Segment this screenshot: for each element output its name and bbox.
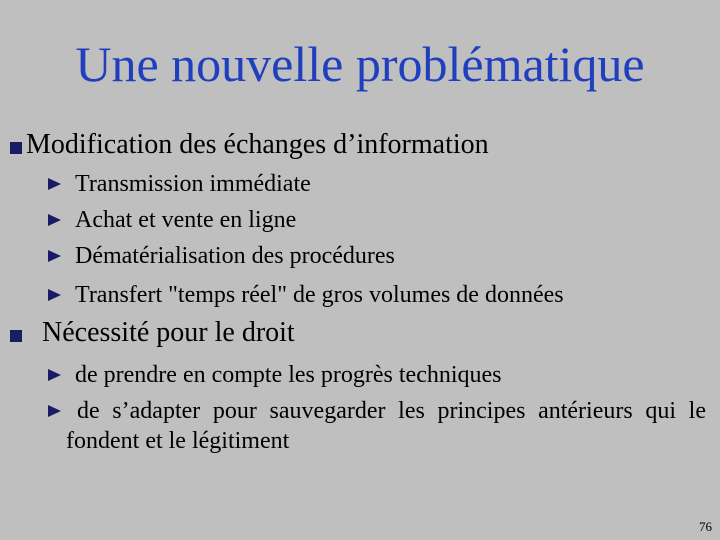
list-item-text: de prendre en compte les progrès techniques: [75, 362, 502, 388]
list-item-text: Achat et vente en ligne: [75, 207, 297, 233]
list-item: [48, 360, 708, 390]
square-bullet-icon: [10, 142, 22, 154]
list-item: [48, 280, 708, 310]
list-item: [48, 241, 708, 271]
list-item: [48, 169, 708, 199]
triangle-bullet-icon: [48, 405, 61, 417]
list-item: [48, 396, 708, 458]
section-bullet-1: [10, 128, 710, 162]
list-item-text: de s’adapter pour sauvegarder les principes antérieurs qui le fondent et le légitiment: [66, 398, 706, 454]
list-item-text: Dématérialisation des procédures: [75, 243, 395, 269]
page-number: 76: [699, 519, 712, 534]
section-heading: Modification des échanges d’information: [26, 129, 489, 160]
section-heading: Nécessité pour le droit: [42, 317, 295, 348]
triangle-bullet-icon: [48, 178, 61, 190]
list-item-text: Transmission immédiate: [75, 171, 311, 197]
triangle-bullet-icon: [48, 289, 61, 301]
triangle-bullet-icon: [48, 214, 61, 226]
slide-title: Une nouvelle problématique: [75, 36, 645, 92]
square-bullet-icon: [10, 330, 22, 342]
triangle-bullet-icon: [48, 250, 61, 262]
triangle-bullet-icon: [48, 369, 61, 381]
list-item-text: Transfert "temps réel" de gros volumes de données: [75, 282, 564, 308]
section-bullet-2: [10, 316, 710, 350]
list-item: [48, 205, 708, 235]
